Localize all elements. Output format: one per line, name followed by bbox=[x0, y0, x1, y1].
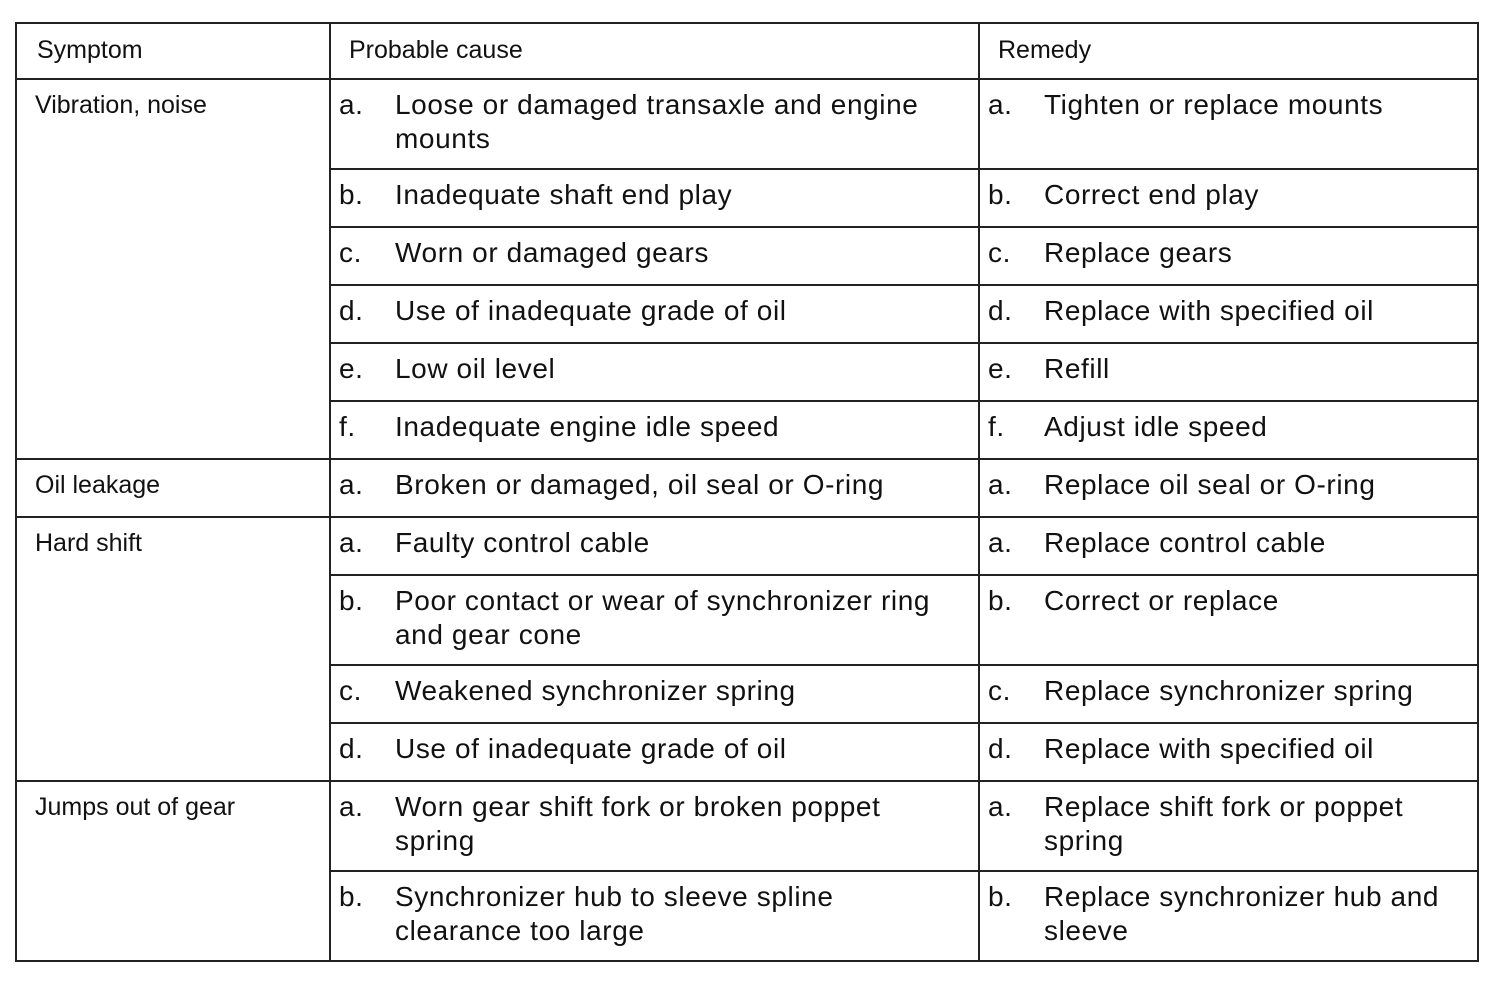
item-letter: a. bbox=[988, 89, 1013, 120]
remedy-cell bbox=[979, 343, 1478, 401]
cause-text: Worn or damaged gears bbox=[395, 237, 710, 268]
item-letter: e. bbox=[339, 353, 364, 384]
item-letter: b. bbox=[988, 585, 1013, 616]
symptom-cell: Oil leakage bbox=[16, 459, 330, 517]
remedy-text: Replace synchronizer hub and sleeve bbox=[1044, 881, 1440, 946]
item-letter: d. bbox=[339, 733, 364, 764]
item-letter: a. bbox=[988, 791, 1013, 822]
item-letter: a. bbox=[988, 469, 1013, 500]
cause-text: Faulty control cable bbox=[395, 527, 650, 558]
remedy-cell bbox=[979, 781, 1478, 871]
cause-text: Loose or damaged transaxle and engine mounts bbox=[395, 89, 919, 154]
cause-cell bbox=[330, 285, 979, 343]
cause-text: Use of inadequate grade of oil bbox=[395, 733, 787, 764]
symptom-cell: Hard shift bbox=[16, 517, 330, 781]
remedy-cell bbox=[979, 459, 1478, 517]
cause-text: Inadequate engine idle speed bbox=[395, 411, 780, 442]
header-remedy: Remedy bbox=[979, 23, 1478, 79]
header-symptom: Symptom bbox=[16, 23, 330, 79]
item-letter: d. bbox=[339, 295, 364, 326]
cause-text: Worn gear shift fork or broken poppet spring bbox=[395, 791, 881, 856]
cause-text: Synchronizer hub to sleeve spline clearance too large bbox=[395, 881, 834, 946]
cause-cell bbox=[330, 871, 979, 961]
item-letter: c. bbox=[339, 675, 362, 706]
table-row bbox=[16, 781, 1478, 871]
item-letter: d. bbox=[988, 733, 1013, 764]
remedy-text: Replace gears bbox=[1044, 237, 1233, 268]
remedy-text: Replace control cable bbox=[1044, 527, 1326, 558]
cause-cell bbox=[330, 227, 979, 285]
cause-cell bbox=[330, 401, 979, 459]
remedy-cell bbox=[979, 871, 1478, 961]
item-letter: b. bbox=[988, 881, 1013, 912]
troubleshooting-table bbox=[15, 22, 1479, 962]
item-letter: a. bbox=[339, 527, 364, 558]
table-row bbox=[16, 517, 1478, 575]
item-letter: b. bbox=[339, 179, 364, 210]
remedy-cell bbox=[979, 79, 1478, 169]
header-row bbox=[16, 23, 1478, 79]
item-letter: a. bbox=[339, 89, 364, 120]
cause-text: Inadequate shaft end play bbox=[395, 179, 733, 210]
cause-cell bbox=[330, 575, 979, 665]
cause-text: Broken or damaged, oil seal or O-ring bbox=[395, 469, 885, 500]
remedy-cell bbox=[979, 665, 1478, 723]
item-letter: c. bbox=[339, 237, 362, 268]
remedy-text: Replace synchronizer spring bbox=[1044, 675, 1414, 706]
cause-text: Low oil level bbox=[395, 353, 556, 384]
header-probable-cause: Probable cause bbox=[330, 23, 979, 79]
symptom-cell: Vibration, noise bbox=[16, 79, 330, 459]
remedy-cell bbox=[979, 517, 1478, 575]
cause-text: Use of inadequate grade of oil bbox=[395, 295, 787, 326]
cause-cell bbox=[330, 343, 979, 401]
item-letter: d. bbox=[988, 295, 1013, 326]
cause-cell bbox=[330, 517, 979, 575]
remedy-cell bbox=[979, 285, 1478, 343]
cause-cell bbox=[330, 723, 979, 781]
table-row bbox=[16, 459, 1478, 517]
item-letter: a. bbox=[339, 469, 364, 500]
cause-cell bbox=[330, 665, 979, 723]
remedy-cell bbox=[979, 227, 1478, 285]
cause-cell bbox=[330, 79, 979, 169]
remedy-text: Replace shift fork or poppet spring bbox=[1044, 791, 1404, 856]
table-row bbox=[16, 79, 1478, 169]
item-letter: b. bbox=[339, 881, 364, 912]
remedy-cell bbox=[979, 401, 1478, 459]
cause-text: Poor contact or wear of synchronizer ring and gear cone bbox=[395, 585, 931, 650]
remedy-text: Refill bbox=[1044, 353, 1110, 384]
remedy-cell bbox=[979, 723, 1478, 781]
item-letter: c. bbox=[988, 675, 1011, 706]
item-letter: b. bbox=[339, 585, 364, 616]
item-letter: b. bbox=[988, 179, 1013, 210]
remedy-cell bbox=[979, 575, 1478, 665]
item-letter: c. bbox=[988, 237, 1011, 268]
remedy-cell bbox=[979, 169, 1478, 227]
remedy-text: Replace with specified oil bbox=[1044, 733, 1374, 764]
item-letter: f. bbox=[988, 411, 1005, 442]
cause-cell bbox=[330, 781, 979, 871]
remedy-text: Adjust idle speed bbox=[1044, 411, 1268, 442]
symptom-cell: Jumps out of gear bbox=[16, 781, 330, 961]
remedy-text: Correct or replace bbox=[1044, 585, 1279, 616]
cause-cell bbox=[330, 459, 979, 517]
remedy-text: Replace with specified oil bbox=[1044, 295, 1374, 326]
remedy-text: Correct end play bbox=[1044, 179, 1260, 210]
remedy-text: Tighten or replace mounts bbox=[1044, 89, 1384, 120]
remedy-text: Replace oil seal or O-ring bbox=[1044, 469, 1376, 500]
item-letter: f. bbox=[339, 411, 356, 442]
item-letter: a. bbox=[988, 527, 1013, 558]
item-letter: a. bbox=[339, 791, 364, 822]
item-letter: e. bbox=[988, 353, 1013, 384]
cause-text: Weakened synchronizer spring bbox=[395, 675, 796, 706]
cause-cell bbox=[330, 169, 979, 227]
